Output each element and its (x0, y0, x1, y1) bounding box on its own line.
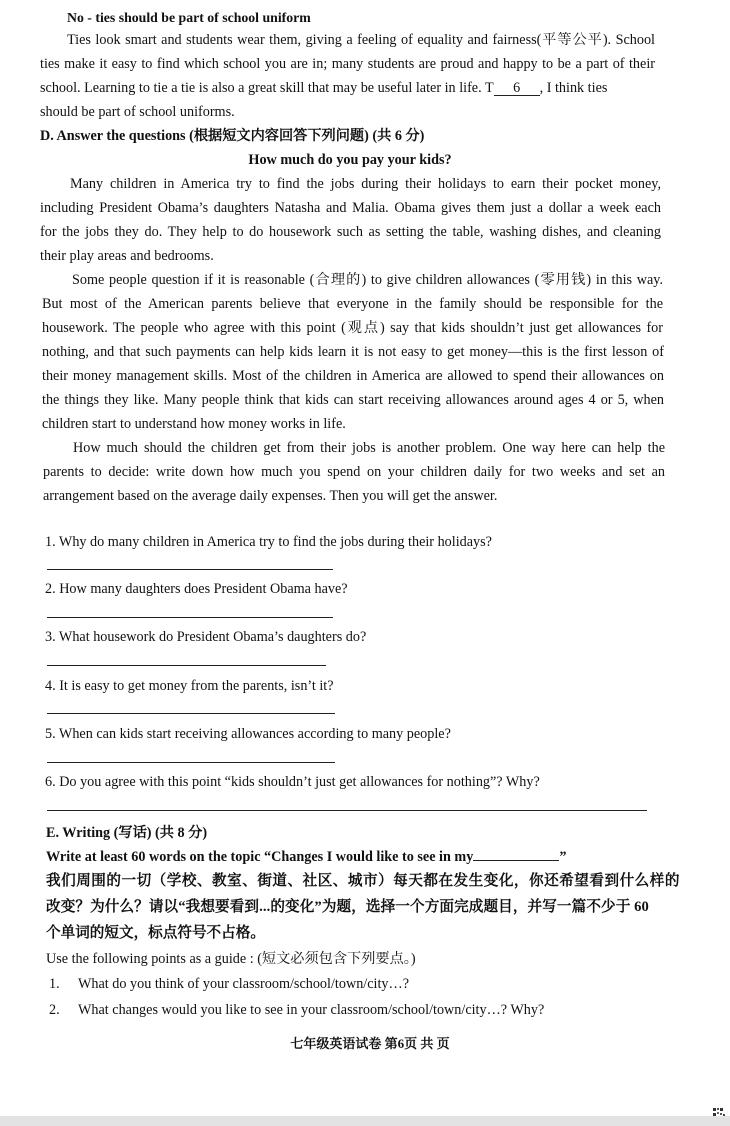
guide-point-number: 2. (49, 1002, 60, 1018)
passage-line: But most of the American parents believe that everyone in the family should be responsible for the (42, 296, 663, 312)
answer-line-6[interactable] (47, 810, 647, 811)
section-c-option-heading: No - ties should be part of school uniform (67, 10, 311, 25)
section-c-text-line: ties make it easy to find which school you are in; many students are proud and happy to be a part of their (40, 56, 655, 72)
question-6: 6. Do you agree with this point “kids shouldn’t just get allowances for nothing”? Why? (45, 774, 540, 790)
answer-line-2[interactable] (47, 617, 333, 618)
passage-line: for the jobs they do. They help to do housework such as setting the table, washing dishes, and cleaning (40, 224, 661, 240)
passage-line: their money management skills. Most of the children in America are allowed to spend their allowances on (42, 368, 664, 384)
answer-line-1[interactable] (47, 569, 333, 570)
scan-edge-bar (0, 1116, 730, 1126)
passage-line: housework. The people who agree with this point (观点) say that kids shouldn’t just get allowances for (42, 320, 663, 336)
question-1: 1. Why do many children in America try to find the jobs during their holidays? (45, 534, 492, 550)
answer-line-3[interactable] (47, 665, 326, 666)
section-c-text-line: Ties look smart and students wear them, giving a feeling of equality and fairness(平等公平). School (67, 32, 655, 48)
passage-line: How much should the children get from their jobs is another problem. One way here can help the (73, 440, 665, 456)
writing-instruction-cn: 改变？为什么？请以“我想要看到...的变化”为题，选择一个方面完成题目，并写一篇不少于 60 (46, 899, 649, 915)
guide-point-text: What changes would you like to see in your classroom/school/town/city…? Why? (78, 1002, 545, 1018)
passage-line: Some people question if it is reasonable (合理的) to give children allowances (零用钱) in this way. (72, 272, 663, 288)
writing-instruction-cn: 我们周围的一切（学校、教室、街道、社区、城市）每天都在发生变化，你还希望看到什么样的 (46, 873, 680, 889)
passage-line: the things they like. Many people think that kids can start receiving allowances around ages 4 or 5, when (42, 392, 664, 408)
passage-line: nothing, and that such payments can help kids learn it is not easy to get money—this is the first lesson of (42, 344, 664, 360)
passage-line: their play areas and bedrooms. (40, 248, 214, 264)
question-4: 4. It is easy to get money from the parents, isn’t it? (45, 678, 334, 694)
passage-title: How much do you pay your kids? (248, 152, 452, 168)
answer-line-5[interactable] (47, 762, 335, 763)
passage-line: Many children in America try to find the jobs during their holidays to earn their pocket money, (70, 176, 661, 192)
question-2: 2. How many daughters does President Obama have? (45, 581, 348, 597)
section-e-heading: E. Writing (写话) (共 8 分) (46, 825, 208, 841)
passage-line: children start to understand how money works in life. (42, 416, 346, 432)
passage-line: parents to decide: write down how much you spend on your children daily for two weeks and set an (43, 464, 665, 480)
passage-line: arrangement based on the average daily expenses. Then you will get the answer. (43, 488, 498, 504)
guide-point-text: What do you think of your classroom/school/town/city…? (78, 976, 409, 992)
guide-point-number: 1. (49, 976, 60, 992)
scanner-qr-icon (713, 1104, 725, 1113)
question-5: 5. When can kids start receiving allowances according to many people? (45, 726, 451, 742)
writing-topic-text: Write at least 60 words on the topic “Changes I would like to see in my (46, 849, 474, 865)
section-c-text-line-with-blank (40, 79, 655, 97)
writing-guide: Use the following points as a guide : (短文必须包含下列要点。) (46, 951, 416, 967)
page-footer: 七年级英语试卷 第6页 共 页 (290, 1036, 450, 1051)
topic-blank[interactable] (473, 860, 559, 861)
passage-line: including President Obama’s daughters Natasha and Malia. Obama gives them just a dollar a week each (40, 200, 661, 216)
writing-instruction-cn: 个单词的短文，标点符号不占格。 (46, 925, 265, 941)
answer-line-4[interactable] (47, 713, 335, 714)
answer-blank-6[interactable]: 6 (494, 81, 540, 96)
section-d-heading: D. Answer the questions (根据短文内容回答下列问题) (共 6 分) (40, 128, 425, 144)
section-c-text-part: , I think ties (539, 80, 608, 96)
section-c-text-part: school. Learning to tie a tie is also a great skill that may be useful later in life. T (40, 80, 494, 96)
writing-topic-close: ” (559, 849, 567, 865)
question-3: 3. What housework do President Obama’s daughters do? (45, 629, 367, 645)
writing-topic (46, 848, 566, 866)
section-c-text-line: should be part of school uniforms. (40, 104, 235, 120)
